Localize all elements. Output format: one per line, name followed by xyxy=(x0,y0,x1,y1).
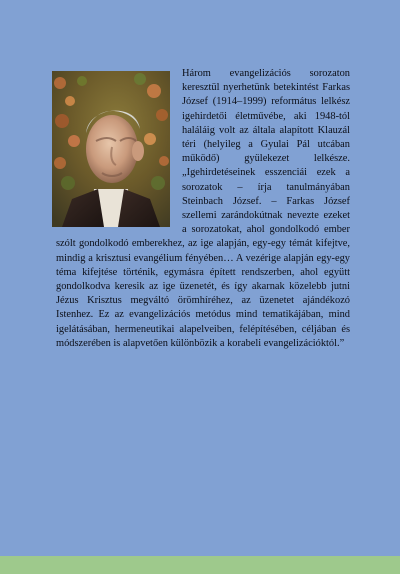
bottom-color-band xyxy=(0,556,400,574)
author-portrait-photo xyxy=(52,71,170,227)
blurb-block xyxy=(56,67,350,351)
book-description: Három evangelizációs sorozaton keresztül nyerhetünk betekintést Farkas József (1914–1999) református lelkész igehirdetői életművébe, aki 1948-tól haláláig volt az általa alapított Klauzál téri (helyileg a Gyulai Pál utcában működő) gyülekezet lelkésze. „Igehirdetéseinek esszenciái ezek a sorozatok – írja tanulmányában Steinbach József. – Farkas József szellemi zarándokútnak nevezte ezeket a sorozatokat, ahol gondolkodó ember szólt gondolkodó emberekhez, az ige alapján, egy-egy témát kifejtve, mindig a krisztusi evangélium fényében… A vezérige alapján egy-egy téma kifejtése történik, egymásra épített rendszerben, ahol együtt gondolkodva keresik az ige üzenetét, és így akarnak közelebb jutni Jézus Krisztus megváltó örömhíréhez, az üzenetet ajándékozó Istenhez. Ez az evangelizációs metódus mind tematikájában, mind igelátásában, hermeneutikai alapelveiben, felépítésében, céljában és módszerében is alapvetően különbözik a korabeli evangelizációktól.” xyxy=(56,68,350,349)
